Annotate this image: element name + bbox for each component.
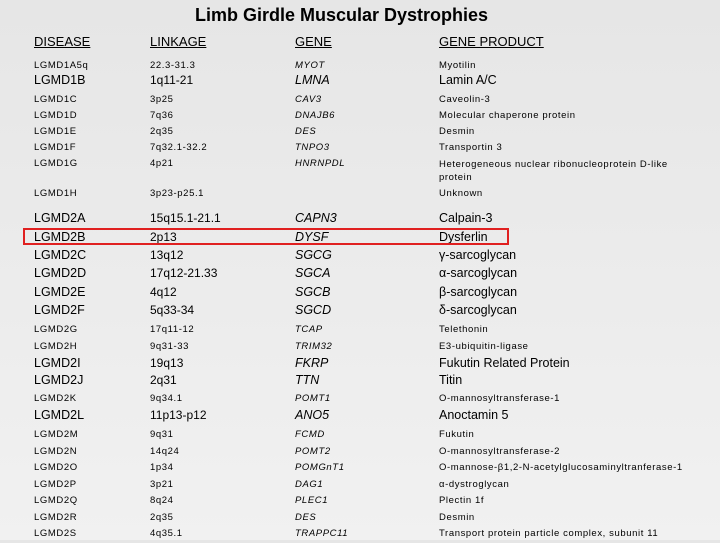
product-cell: γ-sarcoglycan <box>439 248 517 262</box>
header-linkage: LINKAGE <box>150 34 207 49</box>
table-row <box>0 211 720 228</box>
product-cell: Myotilin <box>439 60 477 71</box>
disease-cell: LGMD1B <box>34 73 86 87</box>
table-row <box>0 108 720 125</box>
disease-cell: LGMD1F <box>34 142 77 153</box>
table-row <box>0 156 720 183</box>
linkage-cell: 7q36 <box>150 110 174 121</box>
gene-cell: MYOT <box>295 60 325 71</box>
product-cell: δ-sarcoglycan <box>439 303 517 317</box>
linkage-cell: 17q12-21.33 <box>150 266 218 280</box>
product-cell: α-sarcoglycan <box>439 266 518 280</box>
product-cell: Fukutin Related Protein <box>439 356 570 370</box>
gene-cell: HNRNPDL <box>295 158 346 169</box>
gene-cell: DAG1 <box>295 479 324 490</box>
linkage-cell: 17q11-12 <box>150 324 195 335</box>
gene-cell: SGCA <box>295 266 331 280</box>
gene-cell: TTN <box>295 373 320 387</box>
product-cell: Transport protein particle complex, subunit 11 <box>439 528 659 539</box>
gene-cell: TRAPPC11 <box>295 528 349 539</box>
table-row <box>0 373 720 390</box>
product-cell: Dysferlin <box>439 230 488 244</box>
table-row <box>0 73 720 90</box>
header-disease: DISEASE <box>34 34 91 49</box>
disease-cell: LGMD2H <box>34 341 78 352</box>
gene-cell: PLEC1 <box>295 495 329 506</box>
disease-cell: LGMD2Q <box>34 495 78 506</box>
disease-cell: LGMD1G <box>34 158 78 169</box>
disease-cell: LGMD2R <box>34 512 78 523</box>
product-cell: Calpain-3 <box>439 211 493 225</box>
disease-cell: LGMD2E <box>34 285 86 299</box>
linkage-cell: 19q13 <box>150 356 184 370</box>
linkage-cell: 3p21 <box>150 479 174 490</box>
disease-cell: LGMD1H <box>34 188 78 199</box>
gene-cell: FKRP <box>295 356 329 370</box>
gene-cell: TNPO3 <box>295 142 330 153</box>
linkage-cell: 4p21 <box>150 158 174 169</box>
table-row <box>0 391 720 408</box>
product-cell: α-dystroglycan <box>439 479 510 490</box>
gene-cell: DNAJB6 <box>295 110 336 121</box>
product-cell: Transportin 3 <box>439 142 503 153</box>
linkage-cell: 5q33-34 <box>150 303 195 317</box>
product-cell: Lamin A/C <box>439 73 497 87</box>
disease-cell: LGMD2L <box>34 408 85 422</box>
linkage-cell: 22.3-31.3 <box>150 60 196 71</box>
table-row <box>0 92 720 109</box>
product-cell: β-sarcoglycan <box>439 285 518 299</box>
disease-cell: LGMD2P <box>34 479 77 490</box>
gene-cell: DES <box>295 512 317 523</box>
table-row <box>0 248 720 265</box>
disease-cell: LGMD2I <box>34 356 81 370</box>
gene-cell: DES <box>295 126 317 137</box>
gene-cell: FCMD <box>295 429 325 440</box>
table-row <box>0 285 720 302</box>
product-cell: Plectin 1f <box>439 495 485 506</box>
gene-cell: SGCB <box>295 285 331 299</box>
product-cell: O-mannosyltransferase-1 <box>439 393 560 404</box>
table-row <box>0 266 720 283</box>
linkage-cell: 4q35.1 <box>150 528 183 539</box>
linkage-cell: 13q12 <box>150 248 184 262</box>
table-row <box>0 303 720 320</box>
linkage-cell: 1p34 <box>150 462 174 473</box>
disease-cell: LGMD1C <box>34 94 78 105</box>
gene-cell: SGCG <box>295 248 332 262</box>
linkage-cell: 9q31-33 <box>150 341 190 352</box>
product-cell: Unknown <box>439 188 483 199</box>
linkage-cell: 7q32.1-32.2 <box>150 142 208 153</box>
table-row <box>0 460 720 477</box>
header-gene: GENE <box>295 34 332 49</box>
disease-cell: LGMD2K <box>34 393 77 404</box>
disease-cell: LGMD2D <box>34 266 87 280</box>
table-row <box>0 444 720 461</box>
gene-cell: TRIM32 <box>295 341 333 352</box>
disease-cell: LGMD2J <box>34 373 84 387</box>
gene-cell: POMT2 <box>295 446 331 457</box>
product-cell: Fukutin <box>439 429 475 440</box>
gene-cell: SGCD <box>295 303 332 317</box>
table-row <box>0 339 720 356</box>
linkage-cell: 9q31 <box>150 429 174 440</box>
table-row <box>0 493 720 510</box>
linkage-cell: 15q15.1-21.1 <box>150 211 221 225</box>
product-cell: Heterogeneous nuclear ribonucleoprotein D-like protein <box>439 159 668 183</box>
linkage-cell: 2p13 <box>150 230 177 244</box>
table-row <box>0 186 720 203</box>
linkage-cell: 3p25 <box>150 94 174 105</box>
gene-cell: POMT1 <box>295 393 331 404</box>
product-cell: Caveolin-3 <box>439 94 491 105</box>
disease-cell: LGMD1E <box>34 126 77 137</box>
product-cell: Desmin <box>439 126 475 137</box>
gene-cell: CAV3 <box>295 94 322 105</box>
disease-cell: LGMD2O <box>34 462 78 473</box>
disease-cell: LGMD2C <box>34 248 87 262</box>
linkage-cell: 9q34.1 <box>150 393 183 404</box>
disease-cell: LGMD2G <box>34 324 78 335</box>
header-gene-product: GENE PRODUCT <box>439 34 544 49</box>
product-cell: O-mannosyltransferase-2 <box>439 446 560 457</box>
product-cell: O-mannose-β1,2-N-acetylglucosaminyltranferase-1 <box>439 462 683 473</box>
table-row <box>0 140 720 157</box>
linkage-cell: 8q24 <box>150 495 174 506</box>
disease-cell: LGMD1D <box>34 110 78 121</box>
gene-cell: DYSF <box>295 230 329 244</box>
disease-cell: LGMD2S <box>34 528 77 539</box>
table-row <box>0 356 720 373</box>
disease-cell: LGMD2N <box>34 446 78 457</box>
product-cell: Desmin <box>439 512 475 523</box>
table-row <box>0 477 720 494</box>
linkage-cell: 14q24 <box>150 446 180 457</box>
product-cell: E3-ubiquitin-ligase <box>439 341 529 352</box>
linkage-cell: 4q12 <box>150 285 177 299</box>
disease-cell: LGMD2A <box>34 211 86 225</box>
disease-cell: LGMD2F <box>34 303 85 317</box>
product-cell: Titin <box>439 373 463 387</box>
product-cell: Molecular chaperone protein <box>439 110 576 121</box>
linkage-cell: 2q31 <box>150 373 177 387</box>
linkage-cell: 1q11-21 <box>150 73 194 87</box>
linkage-cell: 2q35 <box>150 512 174 523</box>
gene-cell: POMGnT1 <box>295 462 345 473</box>
product-cell: Telethonin <box>439 324 489 335</box>
linkage-cell: 3p23-p25.1 <box>150 188 205 199</box>
gene-cell: ANO5 <box>295 408 330 422</box>
table-row <box>0 124 720 141</box>
gene-cell: LMNA <box>295 73 330 87</box>
disease-cell: LGMD2M <box>34 429 79 440</box>
row-highlight-box <box>23 228 509 245</box>
linkage-cell: 11p13-p12 <box>150 408 207 422</box>
gene-cell: TCAP <box>295 324 323 335</box>
product-cell: Anoctamin 5 <box>439 408 509 422</box>
disease-cell: LGMD2B <box>34 230 86 244</box>
page-title: Limb Girdle Muscular Dystrophies <box>194 5 489 25</box>
linkage-cell: 2q35 <box>150 126 174 137</box>
gene-cell: CAPN3 <box>295 211 337 225</box>
disease-cell: LGMD1A5q <box>34 60 89 71</box>
table-row <box>0 526 720 543</box>
table-row <box>0 510 720 527</box>
table-row <box>0 427 720 444</box>
table-row <box>0 322 720 339</box>
table-row <box>0 408 720 425</box>
